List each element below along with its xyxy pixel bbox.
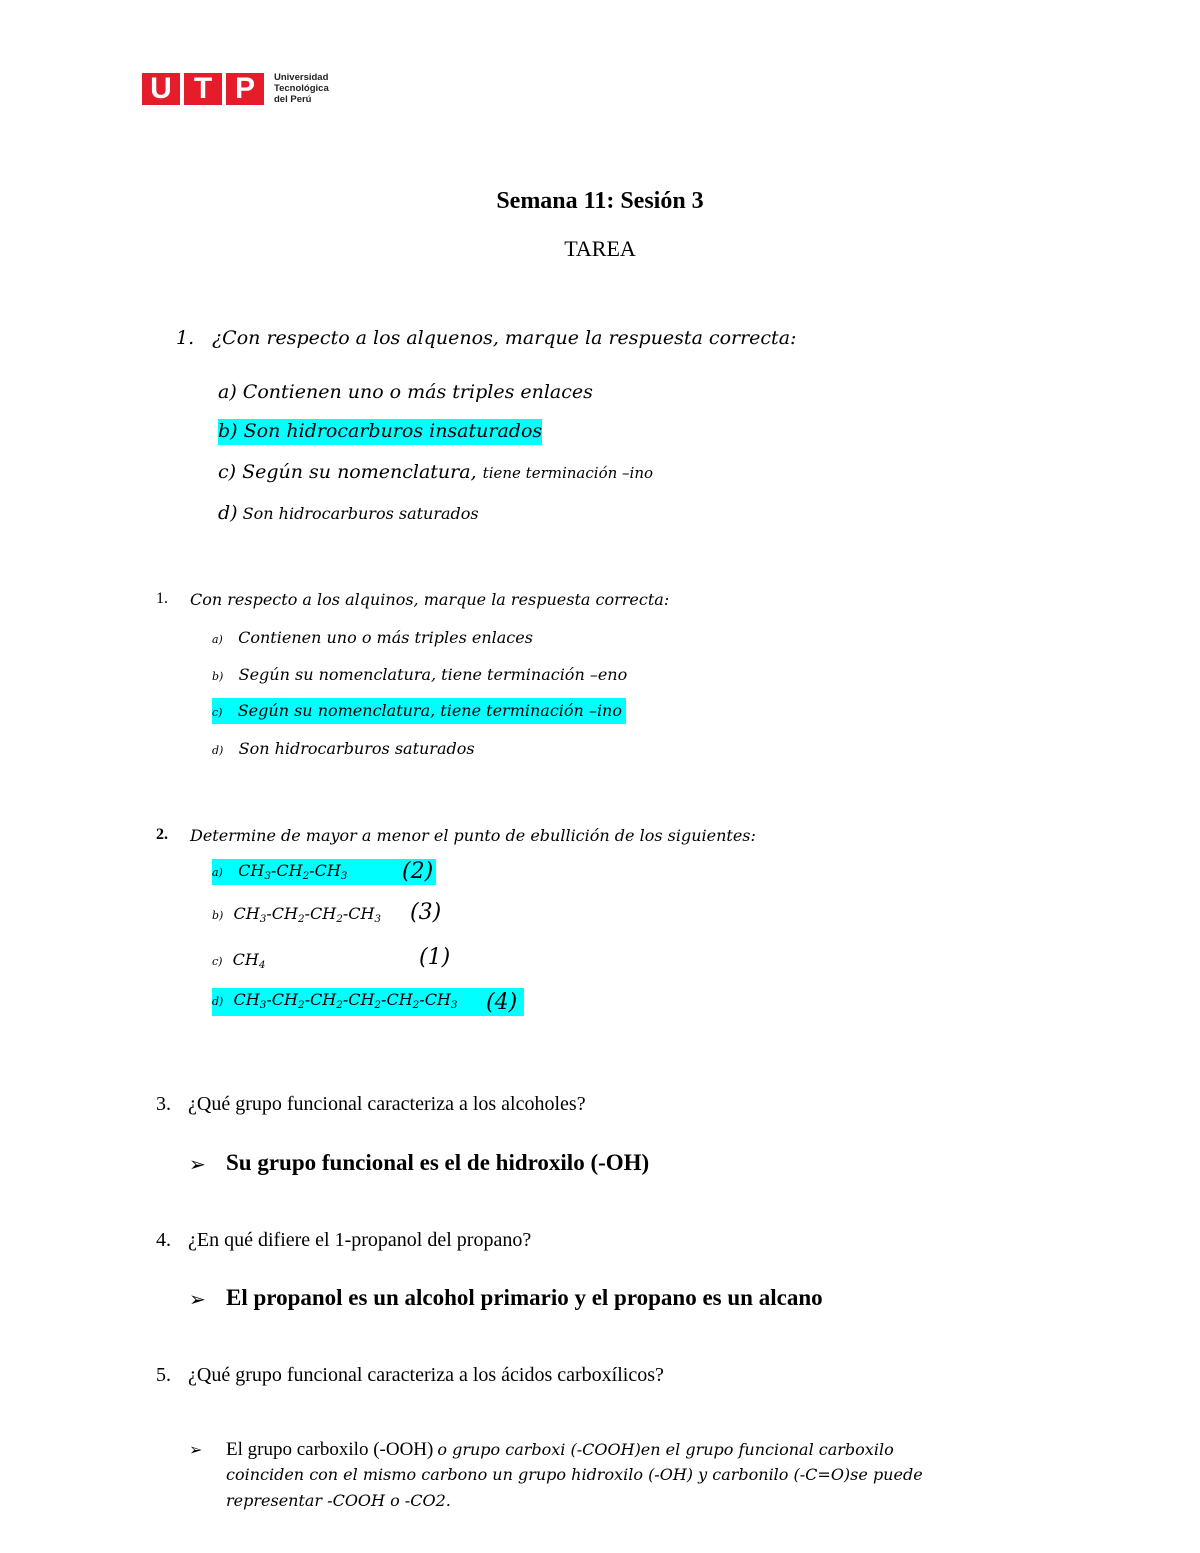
q5-text: ¿En qué difiere el 1-propanol del propano? bbox=[188, 1229, 532, 1251]
logo-text: Universidad Tecnológica del Perú bbox=[274, 72, 329, 105]
q6-number: 5. bbox=[156, 1364, 171, 1386]
q4-number: 3. bbox=[156, 1093, 171, 1115]
q2-option-b: b) Según su nomenclatura, tiene terminación –eno bbox=[212, 665, 628, 684]
q2-option-a: a) Contienen uno o más triples enlaces bbox=[212, 628, 533, 647]
q3-rank-b: (3) bbox=[410, 900, 442, 925]
logo-letter-u: U bbox=[142, 73, 180, 105]
q4-answer: Su grupo funcional es el de hidroxilo (-OH) bbox=[226, 1150, 650, 1175]
logo-letter-p: P bbox=[226, 73, 264, 105]
q1-option-d: d) Son hidrocarburos saturados bbox=[218, 502, 479, 524]
logo-letter-t: T bbox=[184, 73, 222, 105]
q3-rank-d: (4) bbox=[486, 990, 518, 1015]
q3-option-d: d) $CH_3-CH_2-CH_2-CH_2-CH_2-CH_3$ (4) bbox=[212, 988, 524, 1016]
q3-option-b: b) $CH_3-CH_2-CH_2-CH_3$ bbox=[212, 904, 382, 925]
arrow-bullet-icon: ➢ bbox=[189, 1442, 203, 1459]
q3-text: Determine de mayor a menor el punto de ebullición de los siguientes: bbox=[190, 826, 756, 845]
q3-option-c: c) $CH_4$ bbox=[212, 950, 266, 971]
arrow-bullet-icon: ➢ bbox=[189, 1154, 206, 1176]
q5-answer: El propanol es un alcohol primario y el propano es un alcano bbox=[226, 1285, 823, 1310]
q1-text: ¿Con respecto a los alquenos, marque la respuesta correcta: bbox=[212, 327, 797, 349]
q2-option-d: d) Son hidrocarburos saturados bbox=[212, 739, 475, 758]
q2-option-c: c) Según su nomenclatura, tiene terminación –ino bbox=[212, 698, 626, 724]
q1-number: 1. bbox=[176, 327, 195, 349]
utp-logo bbox=[142, 72, 329, 105]
q6-text: ¿Qué grupo funcional caracteriza a los ácidos carboxílicos? bbox=[188, 1364, 664, 1386]
q2-number: 1. bbox=[156, 590, 168, 607]
page-subtitle: TAREA bbox=[564, 236, 636, 261]
q6-answer-line1: El grupo carboxilo (-OOH) o grupo carboxi (-COOH)en el grupo funcional carboxilo bbox=[226, 1439, 894, 1460]
arrow-bullet-icon: ➢ bbox=[189, 1289, 206, 1311]
q3-number: 2. bbox=[156, 826, 168, 843]
q4-text: ¿Qué grupo funcional caracteriza a los alcoholes? bbox=[188, 1093, 586, 1115]
q1-option-c: c) Según su nomenclatura, tiene terminación –ino bbox=[218, 461, 654, 483]
q3-rank-a: (2) bbox=[402, 859, 434, 884]
page-title: Semana 11: Sesión 3 bbox=[496, 188, 704, 214]
q1-option-b: b) Son hidrocarburos insaturados bbox=[218, 419, 542, 445]
q3-rank-c: (1) bbox=[419, 945, 451, 970]
q6-answer-line2: coinciden con el mismo carbono un grupo hidroxilo (-OH) y carbonilo (-C=O)se puede bbox=[226, 1465, 923, 1484]
q3-option-a: a) $CH_3-CH_2-CH_3$ (2) bbox=[212, 859, 436, 885]
q5-number: 4. bbox=[156, 1229, 171, 1251]
q1-option-a: a) Contienen uno o más triples enlaces bbox=[218, 381, 593, 403]
q2-text: Con respecto a los alquinos, marque la respuesta correcta: bbox=[190, 590, 670, 609]
q6-answer-line3: representar -COOH o -CO2. bbox=[226, 1491, 451, 1510]
